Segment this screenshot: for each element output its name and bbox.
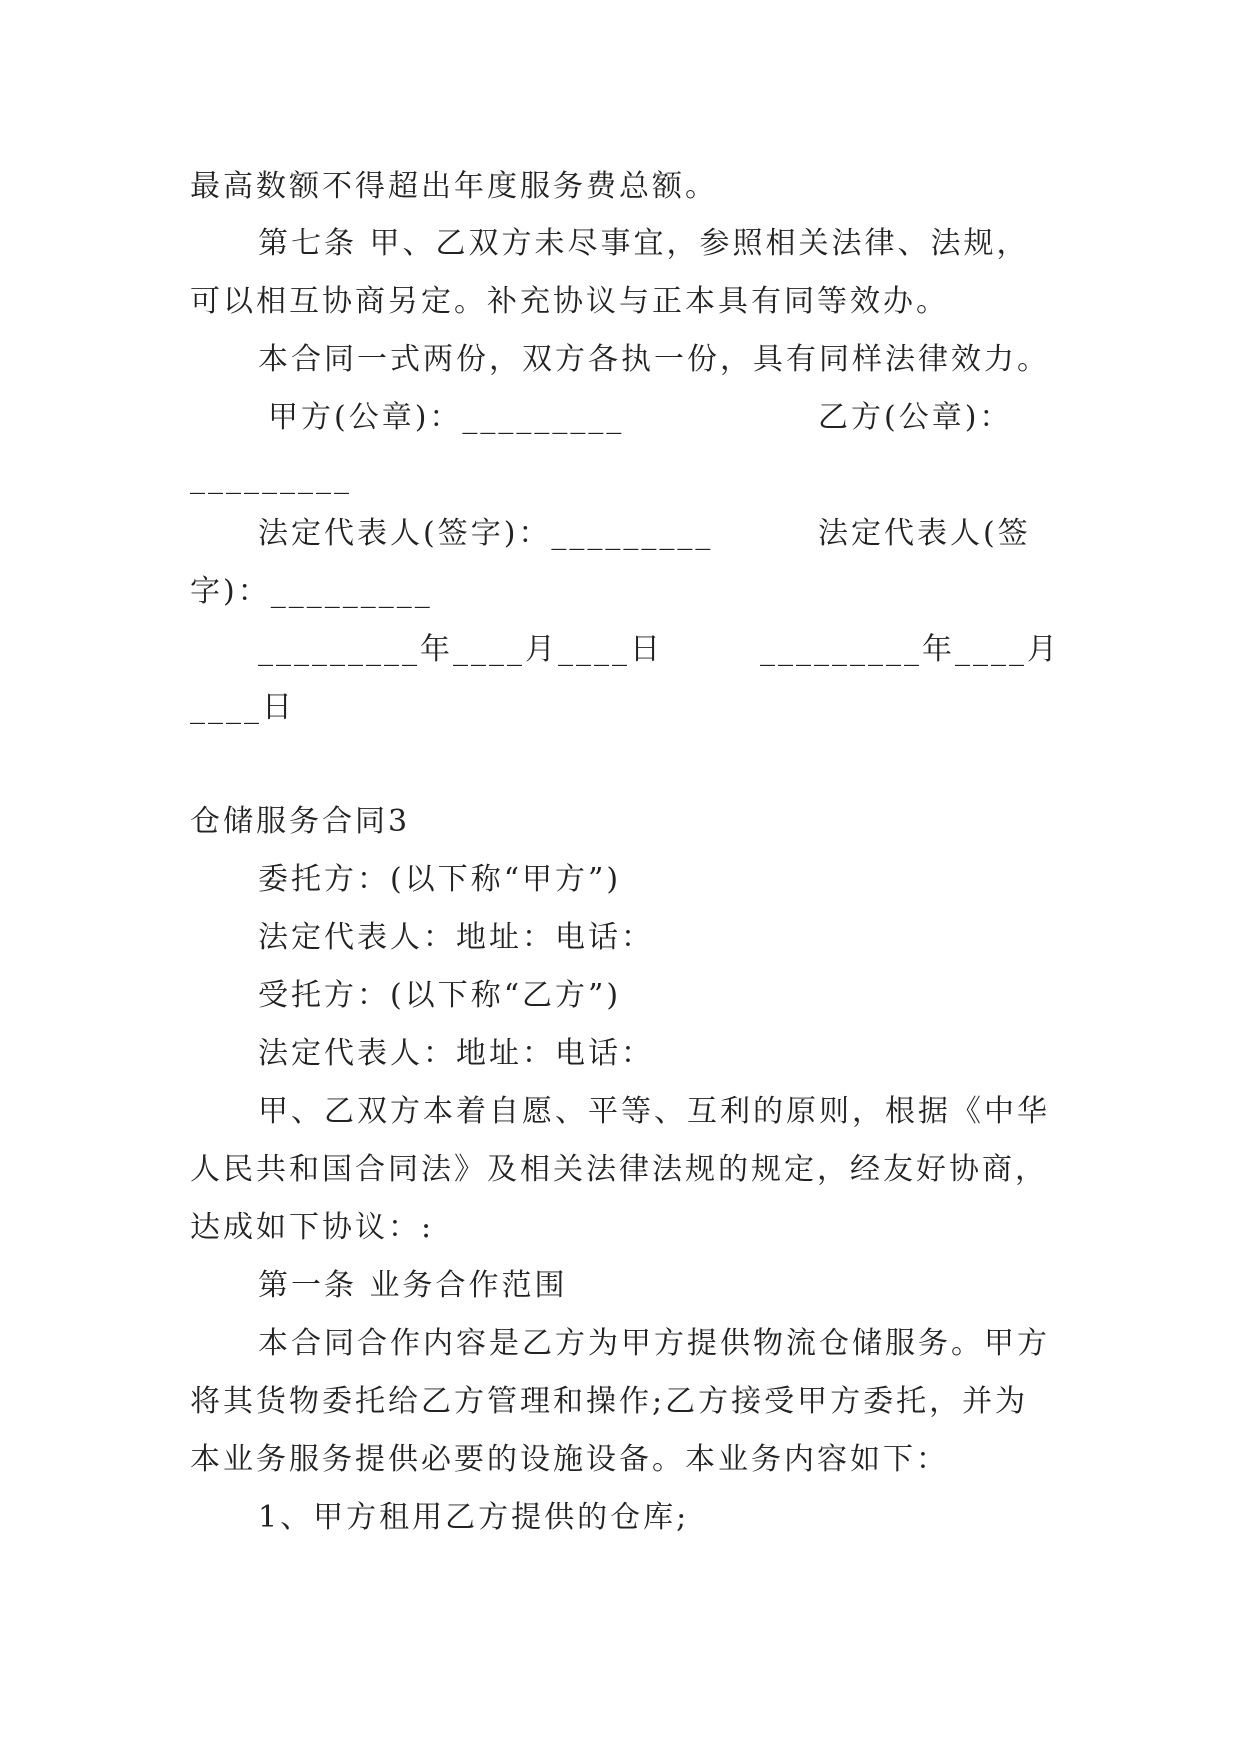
list-item: 1、甲方租用乙方提供的仓库; — [258, 1500, 690, 1535]
article-7-heading: 第七条 甲、乙双方未尽事宜，参照相关法律、法规， — [258, 226, 1030, 261]
party-b-seal-blank: _________ — [190, 460, 352, 495]
text-line: 本合同一式两份，双方各执一份，具有同样法律效力。 — [258, 342, 1050, 377]
party-a-info: 法定代表人：地址：电话： — [258, 920, 654, 955]
article-1-text: 将其货物委托给乙方管理和操作;乙方接受甲方委托，并为 — [190, 1384, 1029, 1419]
party-b-date-day: ____日 — [190, 690, 295, 725]
party-b-seal-field: 乙方(公章)： — [818, 400, 1013, 435]
party-a-date-field: _________年____月____日 — [258, 632, 663, 667]
entrusted-party: 受托方：(以下称“乙方”) — [258, 978, 622, 1013]
party-b-rep-signature-field: 法定代表人(签 — [818, 516, 1031, 551]
preamble-line: 甲、乙双方本着自愿、平等、互利的原则，根据《中华 — [258, 1094, 1050, 1129]
party-b-rep-signature-blank: 字)：_________ — [190, 574, 433, 609]
article-1-heading: 第一条 业务合作范围 — [258, 1268, 568, 1303]
party-b-date-field: _________年____月 — [760, 632, 1060, 667]
entrusting-party: 委托方：(以下称“甲方”) — [258, 862, 622, 897]
text-line: 最高数额不得超出年度服务费总额。 — [190, 169, 718, 204]
text-line: 可以相互协商另定。补充协议与正本具有同等效办。 — [190, 284, 949, 319]
preamble-line: 达成如下协议：: — [190, 1210, 435, 1245]
article-1-text: 本合同合作内容是乙方为甲方提供物流仓储服务。甲方 — [258, 1326, 1050, 1361]
party-a-seal-field: 甲方(公章)：_________ — [268, 400, 625, 435]
section-title: 仓储服务合同3 — [190, 804, 411, 839]
article-1-text: 本业务服务提供必要的设施设备。本业务内容如下： — [190, 1442, 949, 1477]
party-b-info: 法定代表人：地址：电话： — [258, 1036, 654, 1071]
party-a-rep-signature-field: 法定代表人(签字)：_________ — [258, 516, 714, 551]
preamble-line: 人民共和国合同法》及相关法律法规的规定，经友好协商， — [190, 1152, 1048, 1187]
